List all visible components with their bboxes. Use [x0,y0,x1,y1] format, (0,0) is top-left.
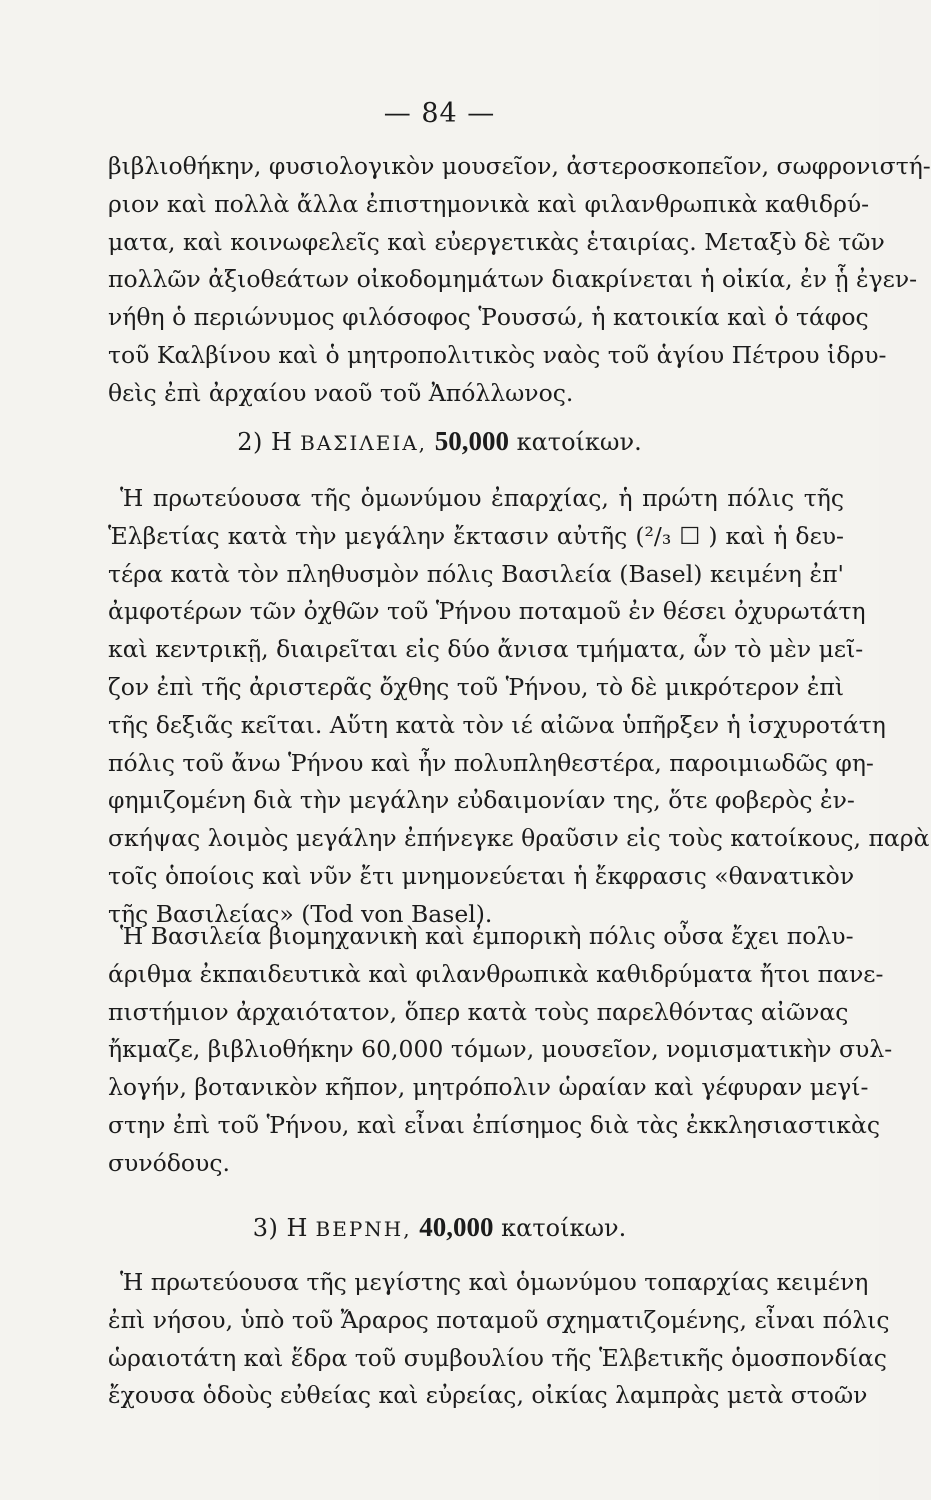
text-line: ματα, καὶ κοινωφελεῖς καὶ εὐεργετικὰς ἑταιρίας. Μεταξὺ δὲ τῶν [108,227,885,256]
paragraph-basel-institutions [108,918,893,1183]
text-line: ἀμφοτέρων τῶν ὀχθῶν τοῦ Ῥήνου ποταμοῦ ἐν θέσει ὀχυρωτάτη [108,597,866,626]
text-line: βιβλιοθήκην, φυσιολογικὸν μουσεῖον, ἀστεροσκοπεῖον, σωφρονιστή- [108,152,931,180]
heading-number: 3) Η [252,1214,308,1242]
text-line: τῆς δεξιᾶς κεῖται. Αὕτη κατὰ τὸν ιέ αἰῶνα ὑπῆρξεν ἡ ἰσχυροτάτη [108,710,886,739]
text-line: πόλις τοῦ ἄνω Ῥήνου καὶ ἦν πολυπληθεστέρα, παροιμιωδῶς φη- [108,748,874,777]
text-line: φημιζομένη διὰ τὴν μεγάλην εὐδαιμονίαν της, ὅτε φοβερὸς ἐν- [108,786,855,815]
text-line: ριον καὶ πολλὰ ἄλλα ἐπιστημονικὰ καὶ φιλανθρωπικὰ καθιδρύ- [108,189,870,218]
text-line: νήθη ὁ περιώνυμος φιλόσοφος Ῥουσσώ, ἡ κατοικία καὶ ὁ τάφος [108,303,869,332]
heading-population: 50,000 [434,426,509,456]
heading-unit: κατοίκων. [501,1214,627,1242]
text-line: ἔχουσα ὁδοὺς εὐθείας καὶ εὐρείας, οἰκίας λαμπρὰς μετὰ στοῶν [108,1381,868,1410]
text-line: ζον ἐπὶ τῆς ἀριστερᾶς ὄχθης τοῦ Ῥήνου, τὸ δὲ μικρότερον ἐπὶ [108,672,845,701]
heading-unit: κατοίκων. [516,428,642,456]
text-line: θεὶς ἐπὶ ἀρχαίου ναοῦ τοῦ Ἀπόλλωνος. [108,378,574,407]
text-line: ὡραιοτάτη καὶ ἕδρα τοῦ συμβουλίου τῆς Ἑλβετικῆς ὁμοσπονδίας [108,1343,887,1372]
text-line: τοῖς ὁποίοις καὶ νῦν ἔτι μνημονεύεται ἡ ἔκφρασις «θανατικὸν [108,861,855,890]
text-line: άριθμα ἐκπαιδευτικὰ καὶ φιλανθρωπικὰ καθιδρύματα ἤτοι πανε- [108,959,884,988]
text-line: Ἡ πρωτεύουσα τῆς ὁμωνύμου ἐπαρχίας, ἡ πρώτη πόλις τῆς [120,484,844,512]
section-heading-bern [0,1212,879,1243]
text-line: τοῦ Καλβίνου καὶ ὁ μητροπολιτικὸς ναὸς τοῦ ἁγίου Πέτρου ἱδρυ- [108,340,887,369]
text-line: ἐπὶ νήσου, ὑπὸ τοῦ Ἄραρος ποταμοῦ σχηματιζομένης, εἶναι πόλις [108,1305,890,1334]
text-line: τέρα κατὰ τὸν πληθυσμὸν πόλις Βασιλεία (Basel) κειμένη ἐπ' [108,559,844,588]
text-line: πολλῶν ἀξιοθεάτων οἰκοδομημάτων διακρίνεται ἡ οἰκία, ἐν ᾗ ἐγεν- [108,265,918,294]
paragraph-bern-intro [108,1264,890,1415]
paragraph-basel-intro [108,480,930,934]
text-line: Ἡ πρωτεύουσα τῆς μεγίστης καὶ ὁμωνύμου τοπαρχίας κειμένη [120,1268,869,1296]
text-line: σκήψας λοιμὸς μεγάλην ἐπήνεγκε θραῦσιν εἰς τοὺς κατοίκους, παρὰ [108,824,930,853]
text-line: καὶ κεντρικῇ, διαιρεῖται εἰς δύο ἄνισα τμήματα, ὧν τὸ μὲν μεῖ- [108,635,864,664]
heading-population: 40,000 [419,1212,494,1242]
text-line: λογήν, βοτανικὸν κῆπον, μητρόπολιν ὡραίαν καὶ γέφυραν μεγί- [108,1073,869,1102]
text-line: τῆς Βασιλείας» (Tod von Basel). [108,899,493,928]
page-number: — 84 — [383,98,496,129]
text-line: στην ἐπὶ τοῦ Ῥήνου, καὶ εἶναι ἐπίσημος διὰ τὰς ἐκκλησιαστικὰς [108,1110,881,1139]
paragraph-geneva-continued [108,148,931,413]
heading-number: 2) Η [237,428,293,456]
text-line: συνόδους. [108,1148,230,1177]
text-line: Ἑλβετίας κατὰ τὴν μεγάλην ἔκτασιν αὐτῆς (²/₃ ☐ ) καὶ ἡ δευ- [108,521,844,550]
text-line: πιστήμιον ἀρχαιότατον, ὅπερ κατὰ τοὺς παρελθόντας αἰῶνας [108,997,849,1026]
text-line: Ἡ Βασιλεία βιομηχανικὴ καὶ ἐμπορικὴ πόλις οὖσα ἔχει πολυ- [120,922,854,950]
text-line: ἤκμαζε, βιβλιοθήκην 60,000 τόμων, μουσεῖον, νομισματικὴν συλ- [108,1035,893,1064]
heading-city: ΒΕΡΝΗ, [315,1217,412,1241]
section-heading-basel [0,426,879,457]
heading-city: ΒΑΣΙΛΕΙΑ, [300,431,428,455]
